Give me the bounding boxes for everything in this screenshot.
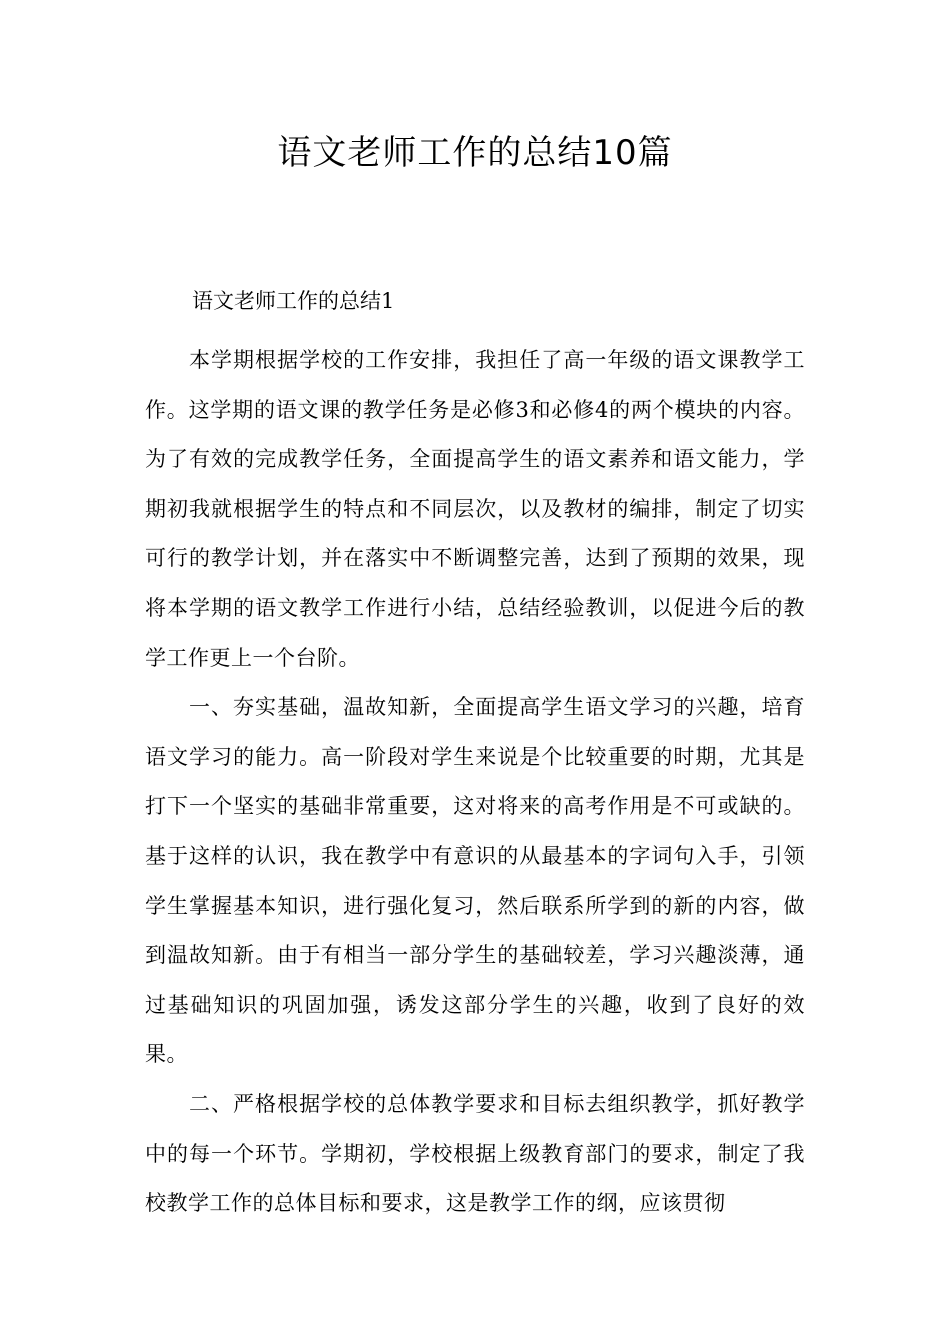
document-body <box>145 336 805 1229</box>
paragraph-point-two: 二、严格根据学校的总体教学要求和目标去组织教学，抓好教学中的每一个环节。学期初，学校根据上级教育部门的要求，制定了我校教学工作的总体目标和要求，这是教学工作的纲，应该贯彻 <box>145 1091 805 1216</box>
section-heading: 语文老师工作的总结1 <box>192 289 395 313</box>
paragraph-point-one: 一、夯实基础，温故知新，全面提高学生语文学习的兴趣，培育语文学习的能力。高一阶段对学生来说是个比较重要的时期，尤其是打下一个坚实的基础非常重要，这对将来的高考作用是不可或缺的。基于这样的认识，我在教学中有意识的从最基本的字词句入手，引领学生掌握基本知识，进行强化复习，然后联系所学到的新的内容，做到温故知新。由于有相当一部分学生的基础较差，学习兴趣淡薄，通过基础知识的巩固加强，诱发这部分学生的兴趣，收到了良好的效果。 <box>145 695 805 1067</box>
paragraph-intro: 本学期根据学校的工作安排，我担任了高一年级的语文课教学工作。这学期的语文课的教学任务是必修3和必修4的两个模块的内容。为了有效的完成教学任务，全面提高学生的语文素养和语文能力，学期初我就根据学生的特点和不同层次，以及教材的编排，制定了切实可行的教学计划，并在落实中不断调整完善，达到了预期的效果，现将本学期的语文教学工作进行小结，总结经验教训，以促进今后的教学工作更上一个台阶。 <box>145 348 805 670</box>
document-title: 语文老师工作的总结10篇 <box>277 133 673 173</box>
